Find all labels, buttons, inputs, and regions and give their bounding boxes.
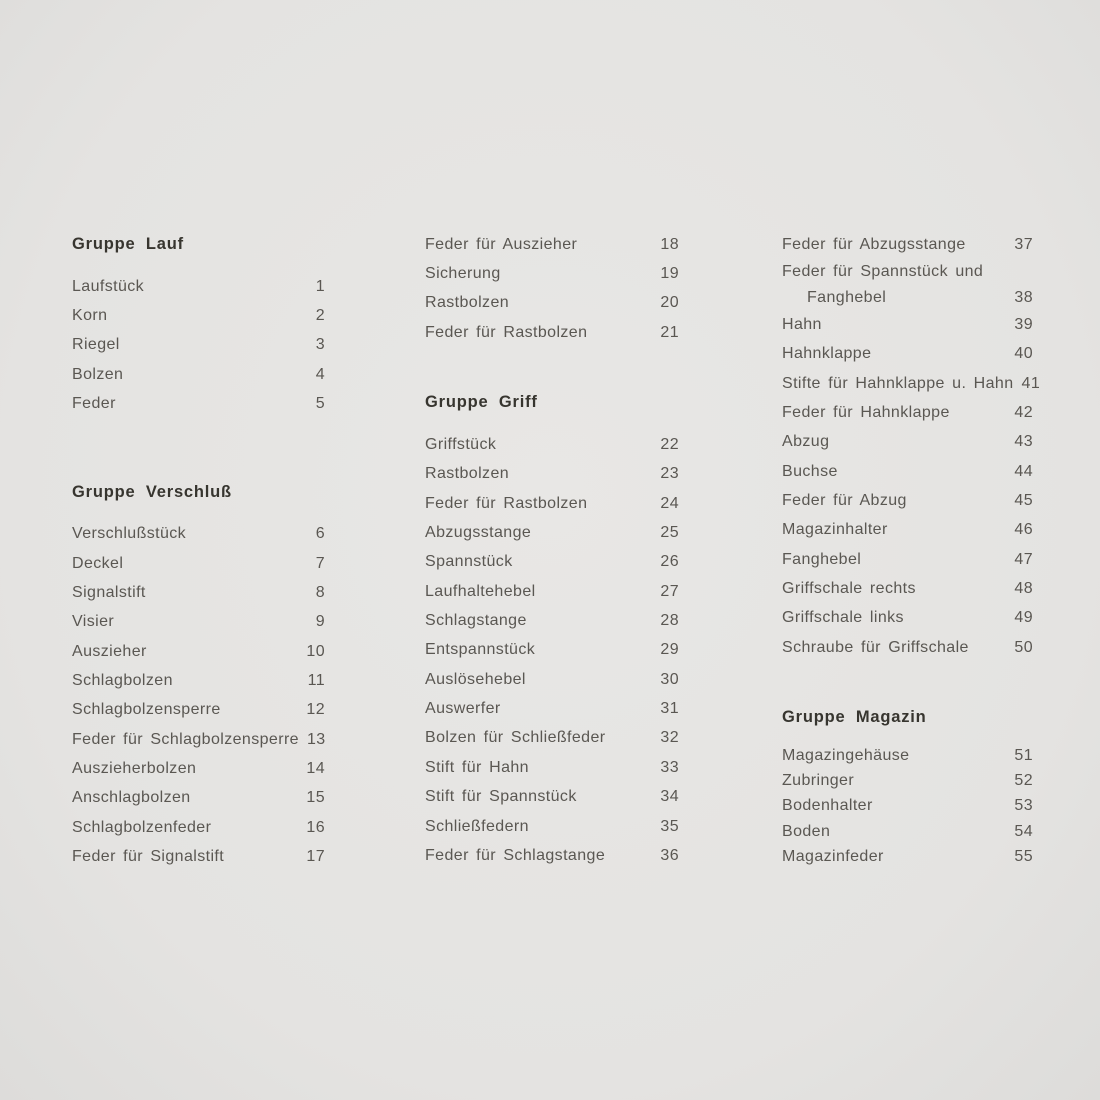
part-row bbox=[72, 331, 325, 360]
part-label: Feder für Schlagbolzensperre bbox=[72, 730, 299, 748]
part-number: 3 bbox=[315, 336, 325, 354]
part-label: Boden bbox=[782, 822, 831, 840]
part-row bbox=[425, 430, 679, 459]
part-number: 7 bbox=[315, 554, 325, 572]
part-label: Signalstift bbox=[72, 584, 146, 602]
part-number: 42 bbox=[1014, 404, 1033, 422]
part-row bbox=[72, 637, 325, 666]
part-row bbox=[425, 548, 679, 577]
part-label: Rastbolzen bbox=[425, 465, 510, 483]
part-label: Auszieher bbox=[72, 642, 147, 660]
group-block bbox=[72, 478, 325, 872]
part-label: Auslösehebel bbox=[425, 670, 526, 688]
part-label: Bolzen bbox=[72, 365, 124, 383]
part-number: 1 bbox=[315, 277, 325, 295]
part-label: Feder für Hahnklappe bbox=[782, 404, 950, 422]
part-label: Feder für Auszieher bbox=[425, 235, 578, 253]
part-label: Abzugsstange bbox=[425, 524, 532, 542]
part-row bbox=[72, 360, 325, 389]
part-label: Bodenhalter bbox=[782, 797, 873, 815]
part-number: 53 bbox=[1014, 797, 1033, 815]
part-number: 2 bbox=[315, 307, 325, 325]
part-number: 38 bbox=[1014, 288, 1033, 306]
part-number: 51 bbox=[1014, 747, 1033, 765]
part-label: Laufstück bbox=[72, 277, 145, 295]
group-heading: Gruppe Griff bbox=[425, 393, 538, 412]
part-row bbox=[782, 310, 1033, 339]
part-label-line2-wrap bbox=[782, 285, 1033, 310]
part-row bbox=[425, 489, 679, 518]
part-number: 13 bbox=[306, 730, 326, 748]
part-label: Magazinfeder bbox=[782, 847, 884, 865]
part-label: Auswerfer bbox=[425, 700, 501, 718]
part-label: Zubringer bbox=[782, 772, 855, 790]
part-label: Magazingehäuse bbox=[782, 747, 910, 765]
part-row bbox=[72, 608, 325, 637]
part-row bbox=[72, 754, 325, 783]
part-label: Schlagbolzenfeder bbox=[72, 818, 212, 836]
part-number: 36 bbox=[660, 846, 679, 864]
part-row bbox=[782, 844, 1033, 869]
part-row bbox=[782, 369, 1041, 398]
part-number: 24 bbox=[660, 494, 679, 512]
part-row bbox=[425, 724, 679, 753]
part-number: 4 bbox=[315, 365, 325, 383]
part-row bbox=[72, 843, 325, 872]
part-number: 21 bbox=[660, 323, 679, 341]
part-label: Schlagbolzensperre bbox=[72, 701, 221, 719]
part-number: 23 bbox=[660, 465, 679, 483]
part-number: 41 bbox=[1021, 374, 1041, 392]
part-number: 8 bbox=[315, 584, 325, 602]
part-row bbox=[782, 230, 1033, 259]
part-label: Schraube für Griffschale bbox=[782, 638, 969, 656]
part-number: 6 bbox=[315, 525, 325, 543]
group-block bbox=[782, 230, 1041, 662]
part-label: Stift für Spannstück bbox=[425, 788, 577, 806]
part-number: 45 bbox=[1014, 492, 1033, 510]
part-number: 11 bbox=[307, 672, 325, 690]
part-row bbox=[72, 813, 325, 842]
part-number: 10 bbox=[306, 642, 325, 660]
part-row bbox=[782, 486, 1033, 515]
group-heading: Gruppe Verschluß bbox=[72, 482, 232, 501]
part-row bbox=[72, 520, 325, 549]
part-number: 18 bbox=[660, 235, 679, 253]
part-number: 35 bbox=[660, 817, 679, 835]
part-label: Bolzen für Schließfeder bbox=[425, 729, 606, 747]
part-row bbox=[425, 289, 679, 318]
part-label: Deckel bbox=[72, 554, 124, 572]
parts-column-left bbox=[72, 230, 325, 872]
part-label: Entspannstück bbox=[425, 641, 536, 659]
part-label: Schließfedern bbox=[425, 817, 529, 835]
part-number: 27 bbox=[660, 582, 679, 600]
part-label: Abzug bbox=[782, 433, 830, 451]
part-number: 32 bbox=[660, 729, 679, 747]
part-label: Feder bbox=[72, 395, 116, 413]
part-row bbox=[425, 318, 679, 347]
part-row bbox=[425, 577, 679, 606]
part-number: 44 bbox=[1014, 462, 1033, 480]
part-row bbox=[425, 606, 679, 635]
part-row bbox=[72, 784, 325, 813]
part-row bbox=[425, 518, 679, 547]
part-number: 14 bbox=[306, 760, 325, 778]
part-number: 29 bbox=[660, 641, 679, 659]
part-label: Korn bbox=[72, 307, 108, 325]
part-row bbox=[425, 259, 679, 288]
part-row bbox=[425, 460, 679, 489]
part-row bbox=[72, 666, 325, 695]
part-number: 54 bbox=[1014, 822, 1033, 840]
part-number: 17 bbox=[306, 848, 325, 866]
part-number: 49 bbox=[1014, 609, 1033, 627]
parts-column-right bbox=[782, 230, 1041, 869]
part-label: Rastbolzen bbox=[425, 294, 510, 312]
part-label: Schlagbolzen bbox=[72, 672, 173, 690]
part-number: 33 bbox=[660, 758, 679, 776]
part-label-line1-wrap bbox=[782, 259, 1033, 285]
part-label: Feder für Rastbolzen bbox=[425, 323, 588, 341]
part-number: 20 bbox=[660, 294, 679, 312]
part-row bbox=[425, 841, 679, 870]
part-label: Magazinhalter bbox=[782, 521, 888, 539]
part-row bbox=[72, 696, 325, 725]
part-row bbox=[782, 574, 1033, 603]
part-number: 5 bbox=[315, 395, 325, 413]
part-row bbox=[782, 545, 1033, 574]
part-row bbox=[425, 812, 679, 841]
part-number: 16 bbox=[306, 818, 325, 836]
part-label: Auszieherbolzen bbox=[72, 760, 197, 778]
part-number: 15 bbox=[306, 789, 325, 807]
part-label: Anschlagbolzen bbox=[72, 789, 191, 807]
part-label: Feder für Abzugsstange bbox=[782, 235, 966, 253]
part-label: Laufhaltehebel bbox=[425, 582, 536, 600]
part-label: Verschlußstück bbox=[72, 525, 187, 543]
part-label: Griffschale links bbox=[782, 609, 904, 627]
part-row bbox=[782, 398, 1033, 427]
part-label: Feder für Schlagstange bbox=[425, 846, 606, 864]
part-label: Griffschale rechts bbox=[782, 580, 916, 598]
part-row bbox=[782, 604, 1033, 633]
part-number: 52 bbox=[1014, 772, 1033, 790]
part-number: 22 bbox=[660, 436, 679, 454]
part-label: Sicherung bbox=[425, 265, 501, 283]
part-label: Fanghebel bbox=[782, 550, 862, 568]
part-label: Feder für Spannstück und bbox=[782, 263, 984, 281]
part-row bbox=[425, 636, 679, 665]
part-row bbox=[72, 578, 325, 607]
part-number: 9 bbox=[315, 613, 325, 631]
part-row bbox=[782, 819, 1033, 844]
part-label: Feder für Signalstift bbox=[72, 848, 225, 866]
part-number: 26 bbox=[660, 553, 679, 571]
part-number: 30 bbox=[660, 670, 679, 688]
part-row bbox=[782, 428, 1033, 457]
part-row bbox=[425, 230, 679, 259]
part-number: 55 bbox=[1014, 847, 1033, 865]
part-row bbox=[425, 753, 679, 782]
part-label: Spannstück bbox=[425, 553, 513, 571]
part-number: 48 bbox=[1014, 580, 1033, 598]
part-row bbox=[425, 694, 679, 723]
part-row bbox=[782, 340, 1033, 369]
part-number: 34 bbox=[660, 788, 679, 806]
part-number: 43 bbox=[1014, 433, 1033, 451]
part-row bbox=[782, 769, 1033, 794]
part-number: 39 bbox=[1014, 316, 1033, 334]
part-row bbox=[782, 457, 1033, 486]
part-number: 40 bbox=[1014, 345, 1033, 363]
part-number: 47 bbox=[1014, 550, 1033, 568]
part-label: Visier bbox=[72, 613, 115, 631]
part-label: Buchse bbox=[782, 462, 838, 480]
group-block bbox=[72, 230, 325, 419]
part-row bbox=[782, 259, 1033, 310]
part-row bbox=[782, 743, 1033, 768]
part-label: Stifte für Hahnklappe u. Hahn bbox=[782, 374, 1014, 392]
part-row bbox=[72, 301, 325, 330]
part-label: Feder für Abzug bbox=[782, 492, 907, 510]
group-heading: Gruppe Lauf bbox=[72, 235, 184, 253]
part-label: Schlagstange bbox=[425, 612, 527, 630]
part-number: 31 bbox=[660, 700, 679, 718]
part-label: Feder für Rastbolzen bbox=[425, 494, 588, 512]
group-heading: Gruppe Magazin bbox=[782, 708, 927, 727]
part-number: 50 bbox=[1014, 638, 1033, 656]
part-number: 25 bbox=[660, 524, 679, 542]
part-row bbox=[72, 725, 325, 754]
group-block bbox=[425, 230, 679, 347]
part-label: Stift für Hahn bbox=[425, 758, 529, 776]
part-label: Griffstück bbox=[425, 436, 497, 454]
part-number: 12 bbox=[306, 701, 325, 719]
part-row bbox=[782, 794, 1033, 819]
part-row bbox=[72, 389, 325, 418]
group-block bbox=[425, 388, 679, 870]
part-label: Hahnklappe bbox=[782, 345, 872, 363]
part-row bbox=[782, 633, 1033, 662]
part-number: 37 bbox=[1014, 235, 1033, 253]
part-label-continued: Fanghebel bbox=[807, 288, 887, 306]
part-number: 19 bbox=[660, 265, 679, 283]
part-row bbox=[72, 549, 325, 578]
part-row bbox=[72, 272, 325, 301]
parts-column-middle bbox=[425, 230, 679, 871]
part-row bbox=[425, 783, 679, 812]
part-row bbox=[425, 665, 679, 694]
part-row bbox=[782, 516, 1033, 545]
part-label: Riegel bbox=[72, 336, 120, 354]
part-number: 46 bbox=[1014, 521, 1033, 539]
group-block bbox=[782, 703, 1033, 869]
part-number: 28 bbox=[660, 612, 679, 630]
part-label: Hahn bbox=[782, 316, 822, 334]
